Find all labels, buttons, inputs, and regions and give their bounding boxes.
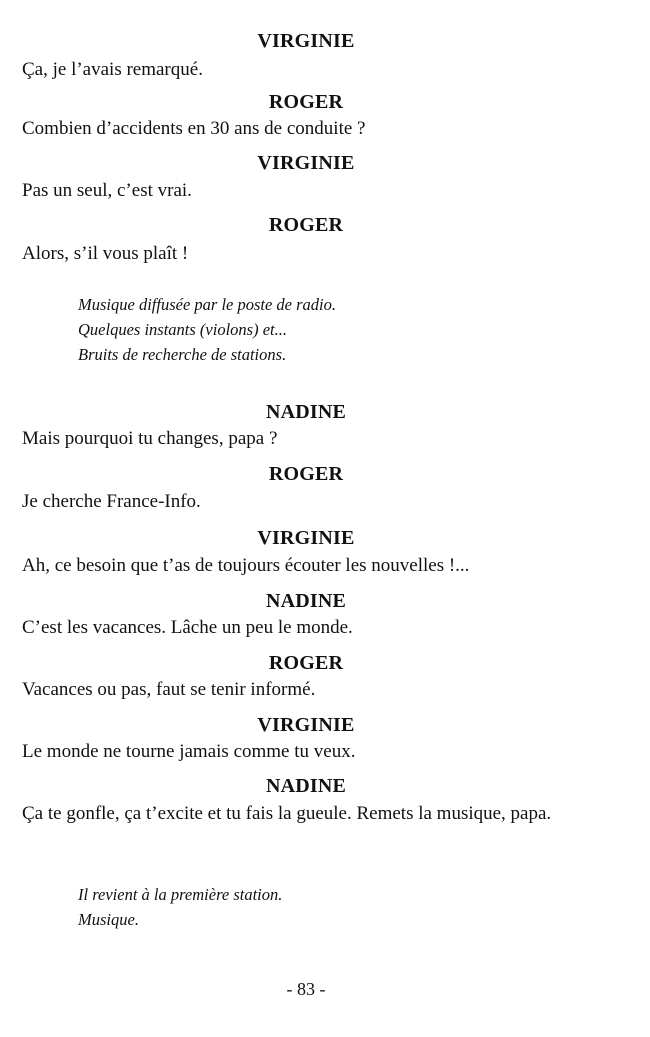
stage-direction-line: Il revient à la première station. [78,885,283,904]
dialogue-line: Ça te gonfle, ça t’excite et tu fais la gueule. Remets la musique, papa. [22,803,552,824]
stage-direction-line: Musique. [78,910,139,929]
dialogue-line: Pas un seul, c’est vrai. [22,180,192,201]
speaker-name: NADINE [265,401,347,423]
speaker-name: VIRGINIE [257,527,355,549]
dialogue-line: Combien d’accidents en 30 ans de conduite ? [22,118,366,139]
speaker-name: VIRGINIE [257,714,355,736]
stage-direction-line: Quelques instants (violons) et... [78,320,287,339]
speaker-name: ROGER [268,652,344,674]
dialogue-line: Ça, je l’avais remarqué. [22,59,203,80]
stage-direction [78,882,598,932]
page-number: - 83 - [286,979,326,999]
stage-direction-line: Musique diffusée par le poste de radio. [78,295,337,314]
speaker-name: ROGER [268,214,344,236]
stage-direction [78,292,598,367]
speaker-name: NADINE [265,590,347,612]
speaker-name: VIRGINIE [257,30,355,52]
dialogue-line: Vacances ou pas, faut se tenir informé. [22,679,316,700]
dialogue-line: Alors, s’il vous plaît ! [22,243,189,264]
speaker-name: NADINE [265,775,347,797]
dialogue-line: Ah, ce besoin que t’as de toujours écouter les nouvelles !... [22,555,470,576]
speaker-name: ROGER [268,91,344,113]
dialogue-line: C’est les vacances. Lâche un peu le monde. [22,617,353,638]
speaker-name: VIRGINIE [257,152,355,174]
stage-direction-line: Bruits de recherche de stations. [78,345,287,364]
dialogue-line: Je cherche France-Info. [22,491,201,512]
speaker-name: ROGER [268,463,344,485]
dialogue-line: Mais pourquoi tu changes, papa ? [22,428,278,449]
dialogue-line: Le monde ne tourne jamais comme tu veux. [22,741,356,762]
